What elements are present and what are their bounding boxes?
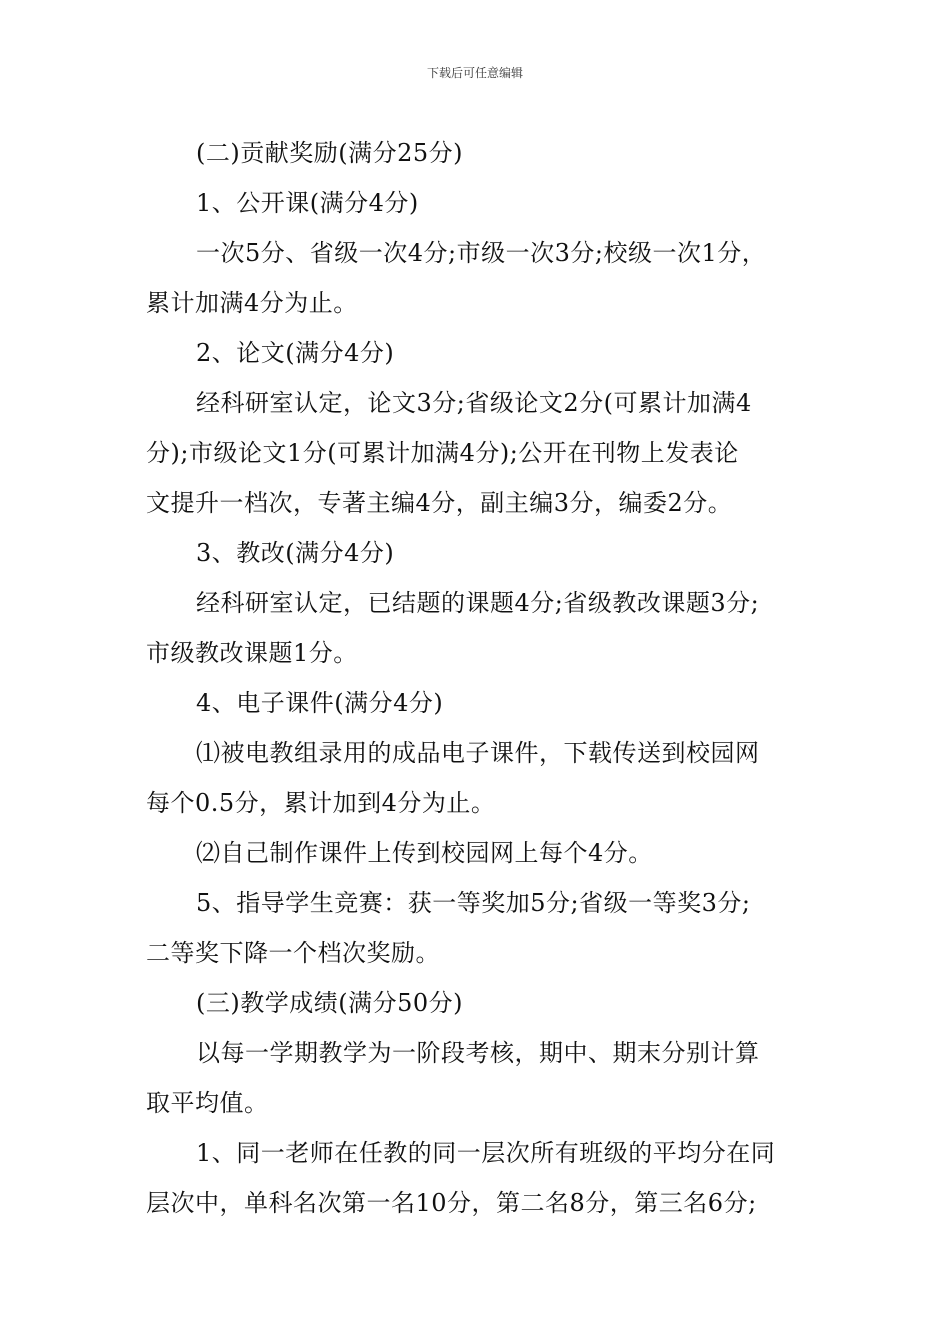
paragraph-line: 经科研室认定，已结题的课题4分;省级教改课题3分;	[196, 589, 760, 617]
paragraph-line: 以每一学期教学为一阶段考核，期中、期末分别计算	[196, 1039, 760, 1067]
paragraph-line: 经科研室认定，论文3分;省级论文2分(可累计加满4	[196, 389, 752, 417]
paragraph-line: 取平均值。	[146, 1089, 269, 1117]
section-heading-teaching-results: (三)教学成绩(满分50分)	[196, 989, 463, 1017]
paragraph-line: ⑵自己制作课件上传到校园网上每个4分。	[196, 839, 653, 867]
paragraph-line: ⑴被电教组录用的成品电子课件，下载传送到校园网	[196, 739, 760, 767]
item-heading-reform: 3、教改(满分4分)	[196, 539, 395, 567]
paragraph-line: 每个0.5分，累计加到4分为止。	[146, 789, 496, 817]
paragraph-line: 分);市级论文1分(可累计加满4分);公开在刊物上发表论	[146, 439, 739, 467]
item-heading-competition: 5、指导学生竞赛：获一等奖加5分;省级一等奖3分;	[196, 889, 751, 917]
paragraph-line: 市级教改课题1分。	[146, 639, 358, 667]
section-heading-contribution: (二)贡献奖励(满分25分)	[196, 139, 463, 167]
paragraph-line: 文提升一档次，专著主编4分，副主编3分，编委2分。	[146, 489, 733, 517]
document-body	[146, 128, 810, 1228]
item-heading-open-class: 1、公开课(满分4分)	[196, 189, 419, 217]
paragraph-line: 二等奖下降一个档次奖励。	[146, 939, 440, 967]
paragraph-line: 一次5分、省级一次4分;市级一次3分;校级一次1分，	[196, 239, 767, 267]
page-header: 下载后可任意编辑	[426, 66, 523, 80]
paragraph-line: 1、同一老师在任教的同一层次所有班级的平均分在同	[196, 1139, 776, 1167]
item-heading-courseware: 4、电子课件(满分4分)	[196, 689, 444, 717]
paragraph-line: 层次中，单科名次第一名10分，第二名8分，第三名6分;	[146, 1189, 757, 1217]
item-heading-paper: 2、论文(满分4分)	[196, 339, 395, 367]
paragraph-line: 累计加满4分为止。	[146, 289, 358, 317]
